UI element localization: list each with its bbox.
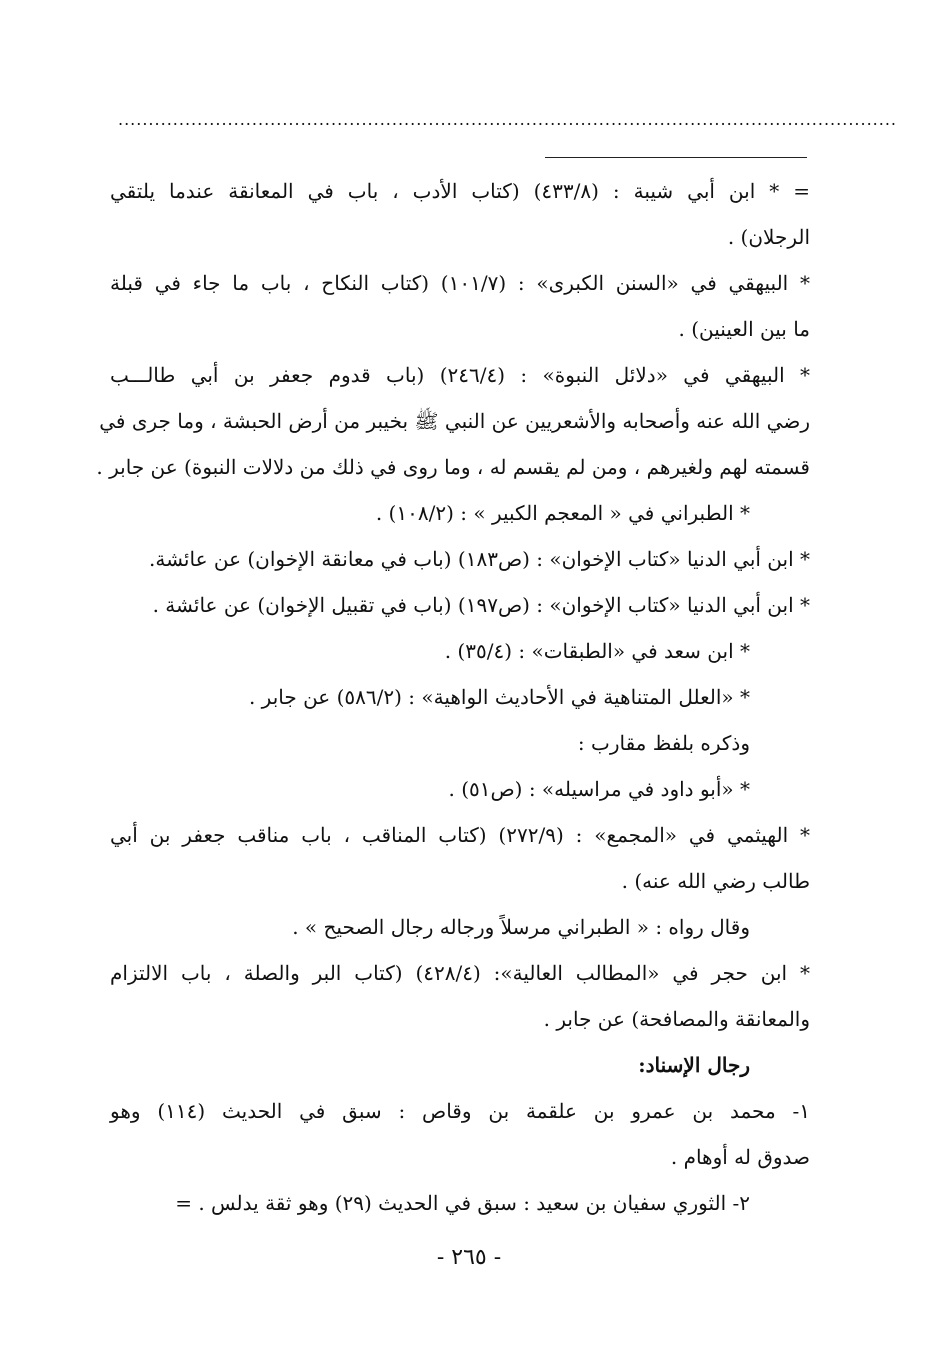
text-line: الرجلان) . — [727, 225, 810, 249]
text-line: * البيهقي في «السنن الكبرى» : (١٠١/٧) (كتاب النكاح ، باب ما جاء في قبلة — [110, 271, 810, 295]
text-line: طالب رضي الله عنه) . — [621, 869, 810, 893]
text-line: * ابن سعد في «الطبقات» : (٣٥/٤) . — [444, 639, 750, 663]
text-line: * الهيثمي في «المجمع» : (٢٧٢/٩) (كتاب المناقب ، باب مناقب جعفر بن أبي — [110, 823, 810, 847]
text-line: * «العلل المتناهية في الأحاديث الواهية» : (٥٨٦/٢) عن جابر . — [248, 685, 750, 709]
text-line: ١- محمد بن عمرو بن علقمة بن وقاص : سبق في الحديث (١١٤) وهو — [110, 1099, 811, 1123]
text-line: * ابن أبي الدنيا «كتاب الإخوان» : (ص١٩٧) (باب في تقبيل الإخوان) عن عائشة . — [152, 593, 810, 617]
text-line: صدوق له أوهام . — [670, 1145, 810, 1169]
text-line: * البيهقي في «دلائل النبوة» : (٢٤٦/٤) (باب قدوم جعفر بن أبي طالـــب — [110, 363, 810, 387]
text-line: رضي الله عنه وأصحابه والأشعريين عن النبي ﷺ بخيبر من أرض الحبشة ، وما جرى في — [99, 409, 810, 433]
text-line: * الطبراني في « المعجم الكبير » : (١٠٨/٢) . — [375, 501, 750, 525]
text-line: * ابن حجر في «المطالب العالية»: (٤٢٨/٤) (كتاب البر والصلة ، باب الالتزام — [110, 961, 810, 985]
footnote-rule — [545, 157, 807, 158]
separator-dots: ................................................................................................................................ — [118, 110, 897, 129]
section-heading: رجال الإسناد: — [638, 1053, 750, 1077]
text-line: ٢- الثوري سفيان بن سعيد : سبق في الحديث (٢٩) وهو ثقة يدلس . = — [175, 1191, 750, 1215]
text-line: وقال رواه : « الطبراني مرسلاً ورجاله رجال الصحيح » . — [292, 915, 750, 939]
text-line: قسمته لهم ولغيرهم ، ومن لم يقسم له ، وما روى في ذلك من دلالات النبوة) عن جابر . — [96, 455, 810, 479]
text-line: * ابن أبي الدنيا «كتاب الإخوان» : (ص١٨٣) (باب في معانقة الإخوان) عن عائشة. — [148, 547, 810, 571]
text-line: * «أبو داود في مراسيله» : (ص٥١) . — [448, 777, 750, 801]
text-line: ما بين العينين) . — [678, 317, 810, 341]
text-line: وذكره بلفظ مقارب : — [577, 731, 750, 755]
text-line: والمعانقة والمصافحة) عن جابر . — [543, 1007, 810, 1031]
body-text — [96, 168, 811, 1226]
page-number: - ٢٦٥ - — [436, 1245, 502, 1270]
text-line: = * ابن أبي شيبة : (٤٣٣/٨) (كتاب الأدب ، باب في المعانقة عندما يلتقي — [110, 179, 810, 203]
